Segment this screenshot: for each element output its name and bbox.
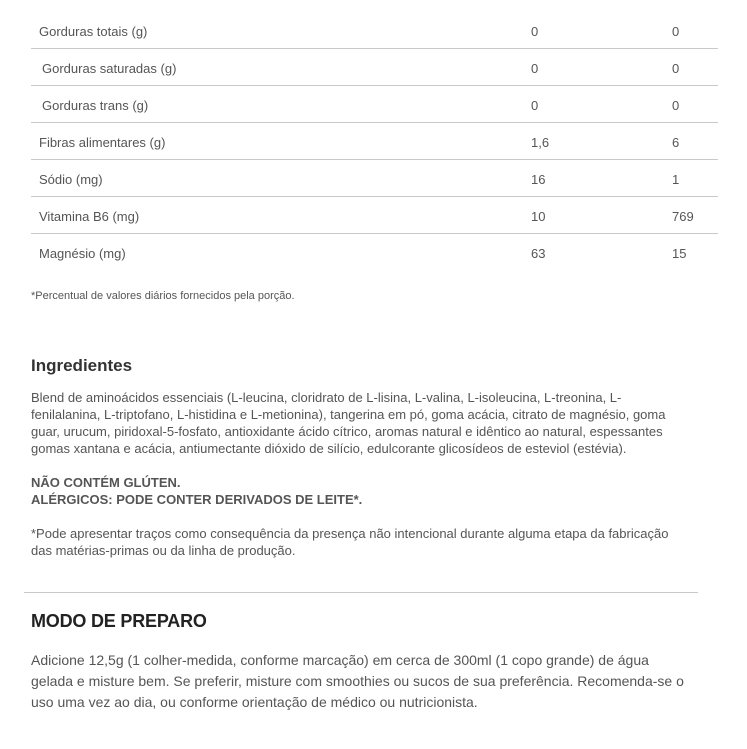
ingredients-list bbox=[31, 389, 721, 457]
nutrient-portion-value: 0 bbox=[531, 24, 539, 39]
nutrient-daily-value: 0 bbox=[672, 98, 680, 113]
nutrient-name: Vitamina B6 (mg) bbox=[39, 209, 140, 224]
allergen-notices bbox=[31, 474, 362, 508]
ingredients-line: gomas xantana e acácia, antiumectante dióxido de silício, edulcorante glicosídeos de esteviol (estévia). bbox=[31, 441, 627, 456]
nutrient-portion-value: 63 bbox=[531, 246, 546, 261]
ingredients-line: fenilalanina, L-triptofano, L-histidina e L-metionina), tangerina em pó, goma acácia, citrato de magnésio, goma bbox=[31, 407, 666, 422]
nutrient-name: Magnésio (mg) bbox=[39, 246, 126, 261]
nutrition-table bbox=[31, 12, 718, 271]
nutrient-daily-value: 769 bbox=[672, 209, 694, 224]
nutrient-portion-value: 0 bbox=[531, 98, 539, 113]
nutrient-name: Gorduras trans (g) bbox=[42, 98, 149, 113]
nutrient-portion-value: 10 bbox=[531, 209, 546, 224]
traces-line: *Pode apresentar traços como consequência da presença não intencional durante alguma etapa da fabricação bbox=[31, 526, 669, 541]
gluten-notice: NÃO CONTÉM GLÚTEN. bbox=[31, 475, 181, 490]
nutrient-name: Gorduras saturadas (g) bbox=[42, 61, 177, 76]
nutrient-daily-value: 0 bbox=[672, 61, 680, 76]
nutrient-daily-value: 1 bbox=[672, 172, 680, 187]
nutrient-daily-value: 0 bbox=[672, 24, 680, 39]
ingredients-line: Blend de aminoácidos essenciais (L-leucina, cloridrato de L-lisina, L-valina, L-isoleucina, L-treonina, L- bbox=[31, 390, 622, 405]
allergen-notice: ALÉRGICOS: PODE CONTER DERIVADOS DE LEITE*. bbox=[31, 492, 363, 507]
preparation-line: uso uma vez ao dia, ou conforme orientação de médico ou nutricionista. bbox=[31, 694, 478, 710]
ingredients-heading: Ingredientes bbox=[31, 356, 133, 375]
nutrition-footnote: *Percentual de valores diários fornecidos pela porção. bbox=[31, 290, 295, 302]
table-row bbox=[31, 49, 718, 86]
preparation-heading: MODO DE PREPARO bbox=[31, 611, 207, 631]
nutrient-portion-value: 16 bbox=[531, 172, 546, 187]
section-divider bbox=[24, 592, 698, 593]
table-row bbox=[31, 234, 718, 271]
preparation-line: Adicione 12,5g (1 colher-medida, conforme marcação) em cerca de 300ml (1 copo grande) de água bbox=[31, 652, 649, 668]
traces-line: das matérias-primas ou da linha de produção. bbox=[31, 543, 296, 558]
table-row bbox=[31, 197, 718, 234]
nutrient-name: Sódio (mg) bbox=[39, 172, 103, 187]
table-row bbox=[31, 86, 718, 123]
nutrient-name: Gorduras totais (g) bbox=[39, 24, 148, 39]
table-row bbox=[31, 123, 718, 160]
ingredients-line: guar, urucum, piridoxal-5-fosfato, antioxidante ácido cítrico, aromas natural e idêntico ao natural, espessantes bbox=[31, 424, 663, 439]
preparation-instructions bbox=[31, 650, 731, 713]
table-row bbox=[31, 12, 718, 49]
nutrient-portion-value: 1,6 bbox=[531, 135, 550, 150]
traces-note bbox=[31, 525, 721, 559]
preparation-line: gelada e misture bem. Se preferir, misture com smoothies ou sucos de sua preferência. Recomenda-se o bbox=[31, 673, 684, 689]
nutrient-portion-value: 0 bbox=[531, 61, 539, 76]
nutrient-daily-value: 15 bbox=[672, 246, 687, 261]
nutrient-name: Fibras alimentares (g) bbox=[39, 135, 166, 150]
nutrient-daily-value: 6 bbox=[672, 135, 680, 150]
table-row bbox=[31, 160, 718, 197]
